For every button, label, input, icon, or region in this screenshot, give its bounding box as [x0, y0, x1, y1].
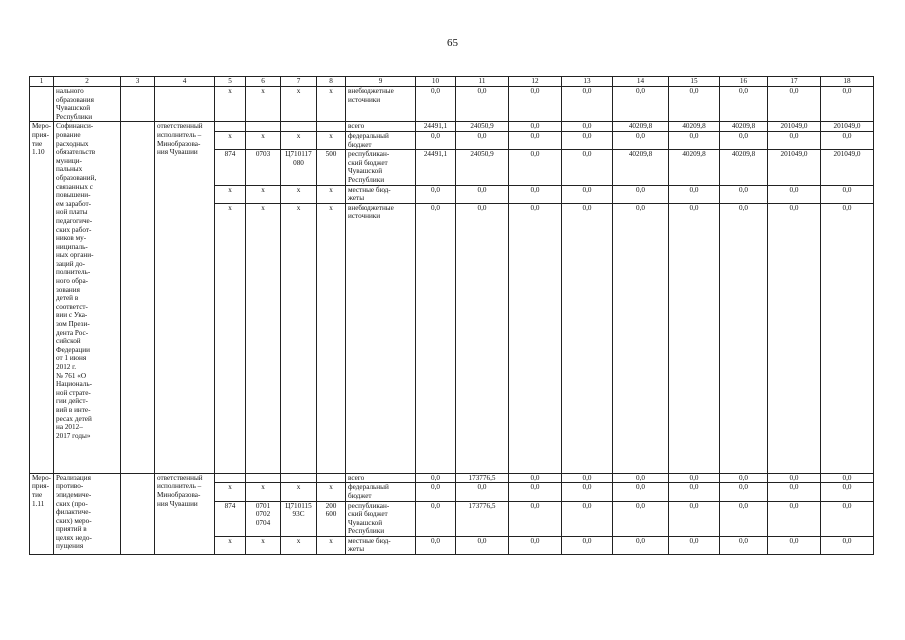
column-header: 14: [613, 77, 669, 87]
value-cell: 0,0: [509, 87, 562, 122]
value-cell: 0,0: [720, 483, 768, 501]
value-cell: 0,0: [509, 501, 562, 536]
kbk-rz-cell: [246, 473, 281, 483]
column-header: 5: [215, 77, 246, 87]
value-cell: 0,0: [416, 87, 456, 122]
value-cell: 0,0: [562, 483, 613, 501]
target-cell: [121, 87, 155, 122]
value-cell: 24491,1: [416, 122, 456, 132]
kbk-csr-cell: Ц710117 080: [281, 150, 317, 185]
continuation-group: [30, 87, 874, 122]
column-header: 3: [121, 77, 155, 87]
value-cell: 0,0: [768, 185, 821, 203]
kbk-vr-cell: x: [317, 203, 346, 473]
column-header: 12: [509, 77, 562, 87]
value-cell: 0,0: [509, 483, 562, 501]
kbk-csr-cell: x: [281, 131, 317, 149]
kbk-rz-cell: x: [246, 483, 281, 501]
value-cell: 0,0: [720, 87, 768, 122]
kbk-gr-cell: x: [215, 131, 246, 149]
value-cell: 0,0: [669, 203, 720, 473]
measure-label-cell: [30, 87, 54, 122]
kbk-gr-cell: x: [215, 185, 246, 203]
kbk-gr-cell: x: [215, 203, 246, 473]
kbk-vr-cell: [317, 122, 346, 132]
value-cell: 0,0: [669, 483, 720, 501]
value-cell: 0,0: [456, 131, 509, 149]
value-cell: 24050,9: [456, 150, 509, 185]
column-header: 8: [317, 77, 346, 87]
value-cell: 0,0: [416, 536, 456, 554]
table-row: [30, 122, 874, 132]
kbk-rz-cell: 0703: [246, 150, 281, 185]
column-header: 2: [54, 77, 121, 87]
value-cell: 0,0: [720, 203, 768, 473]
value-cell: 24050,9: [456, 122, 509, 132]
kbk-gr-cell: x: [215, 536, 246, 554]
kbk-rz-cell: x: [246, 536, 281, 554]
kbk-rz-cell: 0701 0702 0704: [246, 501, 281, 536]
value-cell: 0,0: [821, 501, 874, 536]
value-cell: 0,0: [613, 473, 669, 483]
value-cell: 0,0: [562, 203, 613, 473]
value-cell: 0,0: [613, 483, 669, 501]
value-cell: 0,0: [613, 87, 669, 122]
value-cell: 0,0: [613, 536, 669, 554]
value-cell: 40209,8: [613, 122, 669, 132]
measure-name-cell: Реализация противо- эпидемиче- ских (про- филактиче- ских) меро- приятий в целях недо- пущения: [54, 473, 121, 554]
kbk-csr-cell: x: [281, 536, 317, 554]
kbk-gr-cell: x: [215, 87, 246, 122]
column-header: 15: [669, 77, 720, 87]
value-cell: 0,0: [562, 185, 613, 203]
kbk-csr-cell: [281, 473, 317, 483]
kbk-gr-cell: [215, 473, 246, 483]
kbk-rz-cell: x: [246, 185, 281, 203]
value-cell: 0,0: [416, 131, 456, 149]
value-cell: 0,0: [509, 185, 562, 203]
value-cell: 0,0: [416, 203, 456, 473]
executor-cell: [155, 87, 215, 122]
value-cell: 0,0: [613, 131, 669, 149]
kbk-vr-cell: [317, 473, 346, 483]
kbk-gr-cell: 874: [215, 501, 246, 536]
kbk-csr-cell: x: [281, 87, 317, 122]
value-cell: 0,0: [768, 203, 821, 473]
kbk-vr-cell: x: [317, 87, 346, 122]
measure-1-10-group: [30, 122, 874, 473]
kbk-rz-cell: x: [246, 87, 281, 122]
kbk-rz-cell: x: [246, 131, 281, 149]
value-cell: 0,0: [768, 483, 821, 501]
kbk-vr-cell: x: [317, 131, 346, 149]
kbk-csr-cell: x: [281, 483, 317, 501]
value-cell: 0,0: [821, 473, 874, 483]
column-header: 1: [30, 77, 54, 87]
value-cell: 0,0: [509, 536, 562, 554]
value-cell: 0,0: [821, 185, 874, 203]
value-cell: 0,0: [720, 473, 768, 483]
value-cell: 0,0: [456, 87, 509, 122]
value-cell: 0,0: [613, 203, 669, 473]
value-cell: 0,0: [562, 536, 613, 554]
measure-1-11-group: [30, 473, 874, 554]
value-cell: 0,0: [456, 185, 509, 203]
page-number: 65: [447, 37, 458, 49]
column-header: 13: [562, 77, 613, 87]
header-row: [30, 77, 874, 87]
value-cell: 0,0: [669, 185, 720, 203]
value-cell: 0,0: [509, 150, 562, 185]
kbk-csr-cell: x: [281, 203, 317, 473]
kbk-rz-cell: [246, 122, 281, 132]
funding-source-cell: местные бюд- жеты: [346, 536, 416, 554]
value-cell: 0,0: [562, 131, 613, 149]
value-cell: 0,0: [456, 536, 509, 554]
value-cell: 40209,8: [669, 150, 720, 185]
column-header: 9: [346, 77, 416, 87]
value-cell: 0,0: [720, 131, 768, 149]
value-cell: 0,0: [456, 203, 509, 473]
value-cell: 0,0: [821, 203, 874, 473]
value-cell: 0,0: [768, 131, 821, 149]
budget-table: [29, 76, 874, 555]
column-header: 6: [246, 77, 281, 87]
executor-cell: ответственный исполнитель – Минобразова- ния Чувашии: [155, 473, 215, 554]
value-cell: 40209,8: [720, 122, 768, 132]
funding-source-cell: федеральный бюджет: [346, 131, 416, 149]
kbk-csr-cell: Ц710115 93С: [281, 501, 317, 536]
measure-label-cell: Меро- прия- тие 1.11: [30, 473, 54, 554]
measure-name-cell: нального образования Чувашской Республики: [54, 87, 121, 122]
funding-source-cell: республикан- ский бюджет Чувашской Республики: [346, 501, 416, 536]
value-cell: 173776,5: [456, 501, 509, 536]
value-cell: 0,0: [562, 150, 613, 185]
funding-source-cell: внебюджетные источники: [346, 203, 416, 473]
value-cell: 0,0: [821, 483, 874, 501]
value-cell: 0,0: [768, 536, 821, 554]
value-cell: 0,0: [416, 483, 456, 501]
executor-cell: ответственный исполнитель – Минобразова- ния Чувашии: [155, 122, 215, 473]
value-cell: 0,0: [720, 185, 768, 203]
value-cell: 0,0: [416, 473, 456, 483]
funding-source-cell: всего: [346, 122, 416, 132]
value-cell: 0,0: [613, 501, 669, 536]
value-cell: 0,0: [509, 131, 562, 149]
value-cell: 0,0: [669, 131, 720, 149]
kbk-csr-cell: [281, 122, 317, 132]
target-cell: [121, 473, 155, 554]
value-cell: 0,0: [562, 473, 613, 483]
kbk-gr-cell: 874: [215, 150, 246, 185]
column-header: 16: [720, 77, 768, 87]
value-cell: 0,0: [821, 131, 874, 149]
funding-source-cell: местные бюд- жеты: [346, 185, 416, 203]
value-cell: 0,0: [768, 87, 821, 122]
column-header: 7: [281, 77, 317, 87]
value-cell: 201049,0: [821, 122, 874, 132]
column-header: 4: [155, 77, 215, 87]
value-cell: 24491,1: [416, 150, 456, 185]
table-row: [30, 473, 874, 483]
table-row: [30, 87, 874, 122]
kbk-gr-cell: [215, 122, 246, 132]
kbk-gr-cell: x: [215, 483, 246, 501]
value-cell: 0,0: [669, 536, 720, 554]
value-cell: 40209,8: [720, 150, 768, 185]
value-cell: 0,0: [720, 501, 768, 536]
value-cell: 0,0: [768, 501, 821, 536]
kbk-vr-cell: x: [317, 483, 346, 501]
column-header: 10: [416, 77, 456, 87]
value-cell: 40209,8: [669, 122, 720, 132]
value-cell: 0,0: [821, 87, 874, 122]
value-cell: 0,0: [509, 203, 562, 473]
value-cell: 0,0: [562, 122, 613, 132]
measure-name-cell: Софинанси- рование расходных обязательств муници- пальных образований, связанных с повышени- ем заработ- ной платы педагогиче- ских работ- ников му- ниципаль- ных органи- заций до- полнитель- ного обра- зования детей в соответст- вии с Ука- зом Прези- дента Рос- сийской Федерации от 1 июня 2012 г. № 761 «О Националь- ной страте- гии дейст- вий в инте- ресах детей на 2012– 2017 годы»: [54, 122, 121, 473]
value-cell: 0,0: [613, 185, 669, 203]
value-cell: 0,0: [669, 501, 720, 536]
value-cell: 0,0: [669, 473, 720, 483]
kbk-rz-cell: x: [246, 203, 281, 473]
funding-source-cell: внебюджетные источники: [346, 87, 416, 122]
value-cell: 0,0: [562, 501, 613, 536]
value-cell: 201049,0: [768, 150, 821, 185]
kbk-vr-cell: 500: [317, 150, 346, 185]
value-cell: 201049,0: [768, 122, 821, 132]
column-header: 18: [821, 77, 874, 87]
value-cell: 173776,5: [456, 473, 509, 483]
column-header: 11: [456, 77, 509, 87]
value-cell: 0,0: [720, 536, 768, 554]
column-header: 17: [768, 77, 821, 87]
value-cell: 0,0: [509, 473, 562, 483]
measure-label-cell: Меро- прия- тие 1.10: [30, 122, 54, 473]
value-cell: 0,0: [562, 87, 613, 122]
funding-source-cell: всего: [346, 473, 416, 483]
value-cell: 40209,8: [613, 150, 669, 185]
value-cell: 201049,0: [821, 150, 874, 185]
value-cell: 0,0: [768, 473, 821, 483]
kbk-csr-cell: x: [281, 185, 317, 203]
value-cell: 0,0: [509, 122, 562, 132]
value-cell: 0,0: [416, 185, 456, 203]
value-cell: 0,0: [456, 483, 509, 501]
value-cell: 0,0: [821, 536, 874, 554]
kbk-vr-cell: x: [317, 185, 346, 203]
value-cell: 0,0: [416, 501, 456, 536]
funding-source-cell: федеральный бюджет: [346, 483, 416, 501]
kbk-vr-cell: 200 600: [317, 501, 346, 536]
funding-source-cell: республикан- ский бюджет Чувашской Республики: [346, 150, 416, 185]
kbk-vr-cell: x: [317, 536, 346, 554]
value-cell: 0,0: [669, 87, 720, 122]
target-cell: [121, 122, 155, 473]
